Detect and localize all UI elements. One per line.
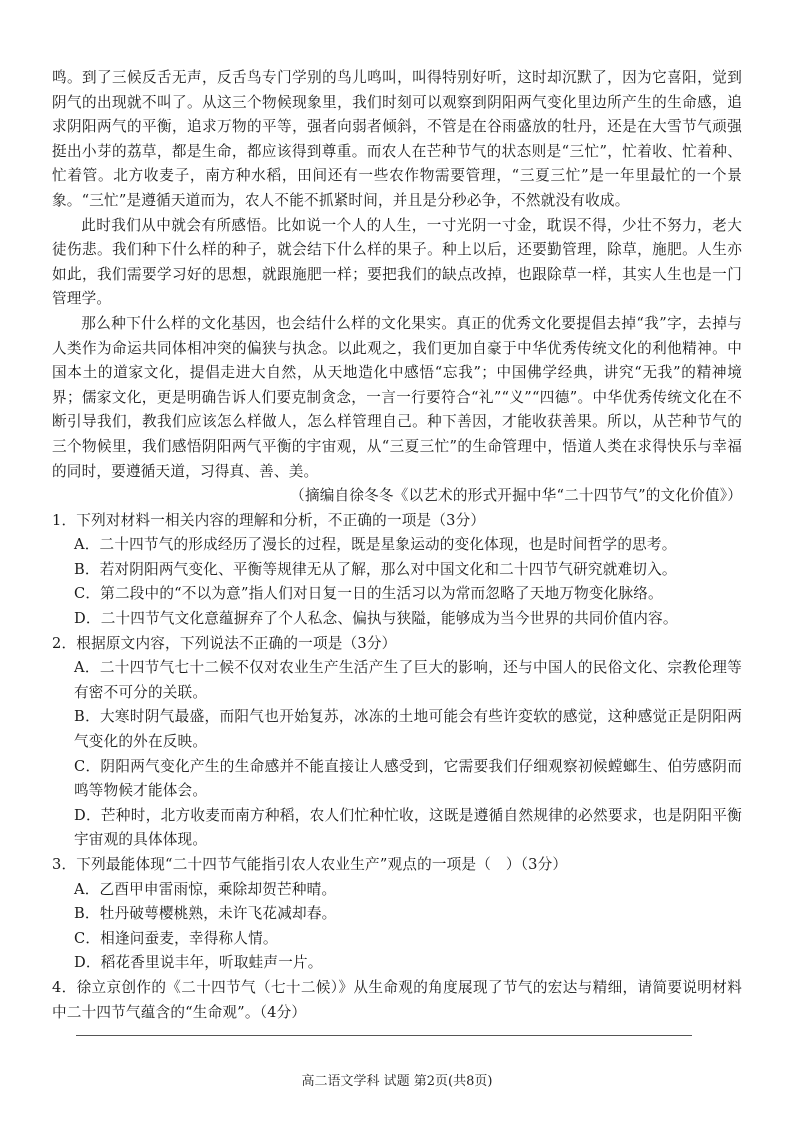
passage-paragraph-2: 此时我们从中就会有所感悟。比如说一个人的人生，一寸光阴一寸金，耽误不得，少壮不努力，老大徒伤悲。我们种下什么样的种子，就会结下什么样的果子。种上以后，还要勤管理，除草，施肥。人生亦如此，我们需要学习好的思想，就跟施肥一样；要把我们的缺点改掉，也跟除草一样，其实人生也是一门管理学。 [52, 216, 742, 308]
question-stem: 4．徐立京创作的《二十四节气（七十二候）》从生命观的角度展现了节气的宏达与精细，请简要说明材料中二十四节气蕴含的“生命观”。（4分） [52, 978, 742, 1021]
option-a: A．二十四节气七十二候不仅对农业生产生活产生了巨大的影响，还与中国人的民俗文化、宗教伦理等有密不可分的关联。 [74, 659, 742, 701]
question-3 [52, 853, 742, 976]
option-b: B．若对阴阳两气变化、平衡等规律无从了解，那么对中国文化和二十四节气研究就难切入。 [74, 560, 677, 578]
option-a: A．乙酉甲申雷雨惊，乘除却贺芒种晴。 [74, 880, 337, 898]
option-c: C．阴阳两气变化产生的生命感并不能直接让人感受到，它需要我们仔细观察初候螳螂生、伯劳感阴而鸣等物候才能体会。 [74, 757, 742, 800]
page-footer: 高二语文学科 试题 第2页(共8页) [301, 1074, 493, 1089]
option-d: D．二十四节气文化意蕴摒弃了个人私念、偏执与狭隘，能够成为当今世界的共同价值内容。 [74, 610, 678, 628]
question-stem: 2．根据原文内容，下列说法不正确的一项是（3分） [52, 634, 397, 652]
footer-divider [76, 1035, 692, 1036]
option-d: D．稻花香里说丰年，听取蛙声一片。 [74, 954, 323, 972]
exam-content [52, 66, 742, 1025]
question-2 [52, 632, 742, 853]
option-c: C．第二段中的“不以为意”指人们对日复一日的生活习以为常而忽略了天地万物变化脉络。 [74, 585, 663, 603]
option-a: A．二十四节气的形成经历了漫长的过程，既是星象运动的变化体现，也是时间哲学的思考。 [74, 536, 677, 554]
passage-paragraph-1: 鸣。到了三候反舌无声，反舌鸟专门学别的鸟儿鸣叫，叫得特别好听，这时却沉默了，因为它喜阳，觉到阴气的出现就不叫了。从这三个物候现象里，我们时刻可以观察到阴阳两气变化里边所产生的生命感，追求阴阳两气的平衡，追求万物的平等，强者向弱者倾斜，不管是在谷雨盛放的牡丹，还是在大雪节气顽强挺出小芽的荔草，都是生命，都应该得到尊重。而农人在芒种节气的状态则是“三忙”，忙着收、忙着种、忙着管。北方收麦子，南方种水稻，田间还有一些农作物需要管理，“三夏三忙”是一年里最忙的一个景象。“三忙”是遵循天道而为，农人不能不抓紧时间，并且是分秒必争，不然就没有收成。 [52, 69, 742, 209]
question-stem: 1．下列对材料一相关内容的理解和分析，不正确的一项是（3分） [52, 511, 486, 529]
option-b: B．牡丹破萼樱桃熟，未许飞花减却春。 [74, 905, 337, 923]
option-c: C．相逢问蚕麦，幸得称人情。 [74, 929, 278, 947]
passage-paragraph-3: 那么种下什么样的文化基因，也会结什么样的文化果实。真正的优秀文化要提倡去掉“我”字，去掉与人类作为命运共同体相冲突的偏狭与执念。以此观之，我们更加自豪于中华优秀传统文化的利他精神。中国本土的道家文化，提倡走进大自然，从天地造化中感悟“忘我”；中国佛学经典，讲究“无我”的精神境界；儒家文化，更是明确告诉人们要克制贪念，一言一行要符合“礼”“义”“四德”。中华优秀传统文化在不断引导我们，教我们应该怎么样做人，怎么样管理自己。种下善因，才能收获善果。所以，从芒种节气的三个物候里，我们感悟阴阳两气平衡的宇宙观，从“三夏三忙”的生命管理中，悟道人类在求得快乐与幸福的同时，要遵循天道，习得真、善、美。 [52, 314, 742, 480]
passage-source: （摘编自徐冬冬《以艺术的形式开掘中华“二十四节气”的文化价值》） [290, 487, 742, 505]
question-stem: 3．下列最能体现“二十四节气能指引农人农业生产”观点的一项是（ ）（3分） [52, 856, 568, 873]
question-4 [52, 976, 742, 1025]
option-b: B．大寒时阴气最盛，而阳气也开始复苏，冰冻的土地可能会有些许変软的感觉，这种感觉正是阴阳两气变化的外在反映。 [74, 708, 742, 751]
question-1 [52, 509, 742, 632]
option-d: D．芒种时，北方收麦而南方种稻，农人们忙种忙收，这既是遵循自然规律的必然要求，也是阴阳平衡宇宙观的具体体现。 [74, 806, 742, 849]
